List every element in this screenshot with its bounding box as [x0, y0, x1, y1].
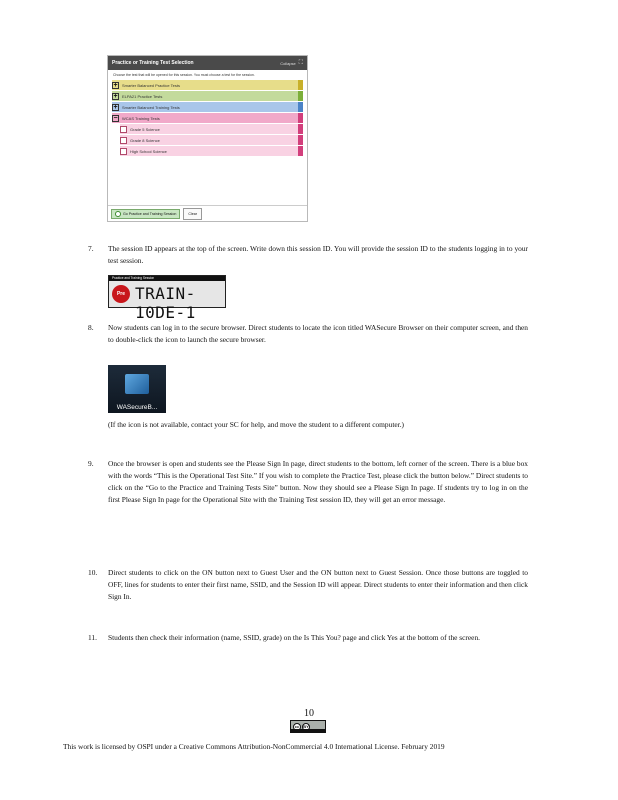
list-item — [88, 243, 528, 267]
go-practice-session-button[interactable] — [111, 209, 180, 219]
list-item — [88, 322, 528, 346]
color-bar — [298, 124, 303, 134]
test-category-label: WCAS Training Tests — [122, 115, 160, 121]
checkbox-icon[interactable] — [120, 137, 127, 144]
go-button-label: Go Practice and Training Session — [123, 211, 177, 216]
list-item — [88, 567, 528, 603]
test-category-row[interactable] — [112, 113, 303, 123]
test-category-row[interactable] — [112, 80, 303, 90]
page-number: 10 — [304, 708, 314, 719]
color-bar — [298, 80, 303, 90]
color-bar — [298, 102, 303, 112]
test-option-row[interactable] — [120, 124, 303, 134]
by-icon: BY — [303, 724, 309, 729]
item-number: 10. — [88, 568, 98, 577]
list-item — [88, 632, 528, 644]
item-text: The session ID appears at the top of the screen. Write down this session ID. You will provide the session ID to the students logging in to your test session. — [108, 244, 528, 265]
item-text: Students then check their information (name, SSID, grade) on the Is This You? page and click Yes at the bottom of the screen. — [108, 633, 480, 642]
test-option-label: High School Science — [130, 148, 167, 154]
list-item — [88, 458, 528, 506]
item-number: 11. — [88, 633, 97, 642]
secure-browser-label: WASecureB... — [116, 404, 158, 411]
test-category-label: Smarter Balanced Practice Tests — [122, 82, 180, 88]
secure-browser-icon — [108, 365, 166, 413]
license-footer: This work is licensed by OSPI under a Creative Commons Attribution-NonCommercial 4.0 International License. February 2019 — [63, 742, 445, 751]
test-option-row[interactable] — [120, 146, 303, 156]
cc-icon: cc — [294, 724, 300, 729]
panel-instructions: Choose the test that will be opened for this session. You must choose a test for the session. — [113, 73, 255, 77]
session-id-code: TRAIN-10DE-1 — [135, 284, 196, 322]
expand-box-icon[interactable]: + — [113, 92, 118, 100]
item-text: Now students can log in to the secure browser. Direct students to locate the icon titled WASecure Browser on their computer screen, and then to double-click the icon to launch the secure browser. — [108, 323, 528, 344]
item-text: Direct students to click on the ON button next to Guest User and the ON button next to Guest Session. Once those buttons are toggled to OFF, lines for students to enter their first name, SSID, and the Session ID will appear. Direct students to enter their information and then click Sign In. — [108, 568, 528, 601]
checkbox-icon[interactable] — [120, 126, 127, 133]
expand-box-icon[interactable]: + — [113, 103, 118, 111]
color-bar — [298, 135, 303, 145]
color-bar — [298, 113, 303, 123]
item-number: 8. — [88, 323, 94, 332]
session-id-image — [108, 275, 226, 322]
creative-commons-badge — [290, 720, 326, 733]
collapse-box-icon[interactable]: − — [113, 114, 118, 122]
item-text: Once the browser is open and students see the Please Sign In page, direct students to the bottom, left corner of the screen. There is a blue box with the words “This is the Operational Test Site.” If you wish to complete the Practice Test, please click the button below.” Direct students to click on the “Go to the Practice and Training Tests Site” button. Now they should see a Please Sign In page. If students try to log in on the first Please Sign In page for the Operational Site with the Training Test session ID, they will get an error message. — [108, 459, 528, 504]
test-category-row[interactable] — [112, 102, 303, 112]
collapse-label[interactable]: Collapse — [280, 60, 296, 66]
item-number: 9. — [88, 459, 94, 468]
item-number: 7. — [88, 244, 94, 253]
panel-title-bar — [108, 56, 307, 70]
color-bar — [298, 146, 303, 156]
browser-logo-icon — [125, 374, 149, 394]
test-option-row[interactable] — [120, 135, 303, 145]
note-text: (If the icon is not available, contact your SC for help, and move the student to a different computer.) — [108, 420, 405, 429]
panel-footer — [108, 205, 307, 221]
test-category-label: Smarter Balanced Training Tests — [122, 104, 180, 110]
test-category-label: ELPA21 Practice Tests — [122, 93, 163, 99]
panel-title: Practice or Training Test Selection — [112, 60, 194, 66]
test-option-label: Grade 8 Science — [130, 137, 160, 143]
checkbox-icon[interactable] — [120, 148, 127, 155]
test-selection-panel — [107, 55, 308, 222]
session-image-header: Practice and Training Session — [109, 276, 225, 281]
expand-box-icon[interactable]: + — [113, 81, 118, 89]
go-arrow-icon — [115, 211, 121, 217]
badge-strip — [291, 729, 325, 732]
logo-icon: Pre — [112, 285, 130, 303]
test-option-label: Grade 5 Science — [130, 126, 160, 132]
test-category-row[interactable] — [112, 91, 303, 101]
expand-icon[interactable]: ⛶ — [298, 59, 303, 66]
clear-button[interactable]: Clear — [183, 208, 202, 220]
note — [88, 419, 528, 431]
color-bar — [298, 91, 303, 101]
